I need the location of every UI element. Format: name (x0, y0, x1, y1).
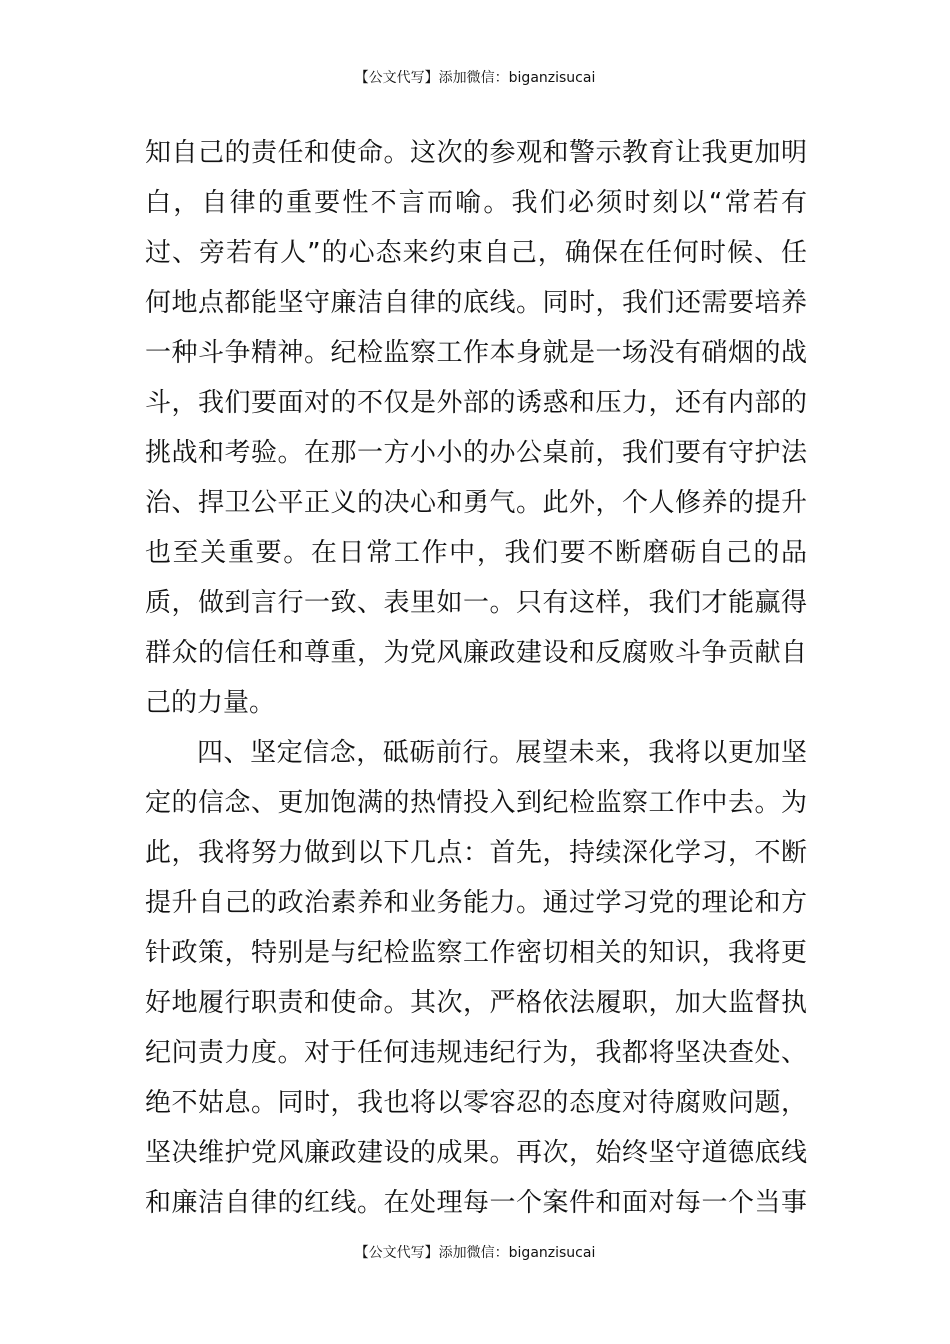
text-line: 过、旁若有人”的心态来约束自己，确保在任何时候、任 (145, 238, 807, 268)
text-line: 坚决维护党风廉政建设的成果。再次，始终坚守道德底线 (145, 1138, 807, 1168)
text-line: 斗，我们要面对的不仅是外部的诱惑和压力，还有内部的 (145, 388, 807, 418)
text-line: 何地点都能坚守廉洁自律的底线。同时，我们还需要培养 (145, 288, 807, 318)
paragraph-end-line: 己的力量。 (145, 688, 276, 718)
page-footer: 【公文代写】添加微信：biganzisucai (354, 1245, 596, 1261)
page-header: 【公文代写】添加微信：biganzisucai (354, 70, 596, 86)
body-text (145, 128, 807, 1228)
text-line: 好地履行职责和使命。其次，严格依法履职，加大监督执 (145, 988, 807, 1018)
text-line: 绝不姑息。同时，我也将以零容忍的态度对待腐败问题， (145, 1088, 807, 1118)
text-line: 定的信念、更加饱满的热情投入到纪检监察工作中去。为 (145, 788, 807, 818)
text-line: 群众的信任和尊重，为党风廉政建设和反腐败斗争贡献自 (145, 638, 807, 668)
text-line: 纪问责力度。对于任何违规违纪行为，我都将坚决查处、 (145, 1038, 807, 1068)
text-line: 挑战和考验。在那一方小小的办公桌前，我们要有守护法 (145, 438, 807, 468)
paragraph-start-line: 四、坚定信念，砥砺前行。展望未来，我将以更加坚 (197, 738, 807, 768)
text-line: 质，做到言行一致、表里如一。只有这样，我们才能赢得 (145, 588, 807, 618)
text-line: 也至关重要。在日常工作中，我们要不断磨砺自己的品 (145, 538, 807, 568)
text-line: 一种斗争精神。纪检监察工作本身就是一场没有硝烟的战 (145, 338, 807, 368)
text-line: 提升自己的政治素养和业务能力。通过学习党的理论和方 (145, 888, 807, 918)
text-line: 此，我将努力做到以下几点：首先，持续深化学习，不断 (145, 838, 807, 868)
text-line: 知自己的责任和使命。这次的参观和警示教育让我更加明 (145, 138, 807, 168)
text-line: 针政策，特别是与纪检监察工作密切相关的知识，我将更 (145, 938, 807, 968)
text-line: 和廉洁自律的红线。在处理每一个案件和面对每一个当事 (145, 1188, 807, 1218)
text-line: 白，自律的重要性不言而喻。我们必须时刻以“常若有 (145, 188, 807, 218)
text-line: 治、捍卫公平正义的决心和勇气。此外，个人修养的提升 (145, 488, 807, 518)
